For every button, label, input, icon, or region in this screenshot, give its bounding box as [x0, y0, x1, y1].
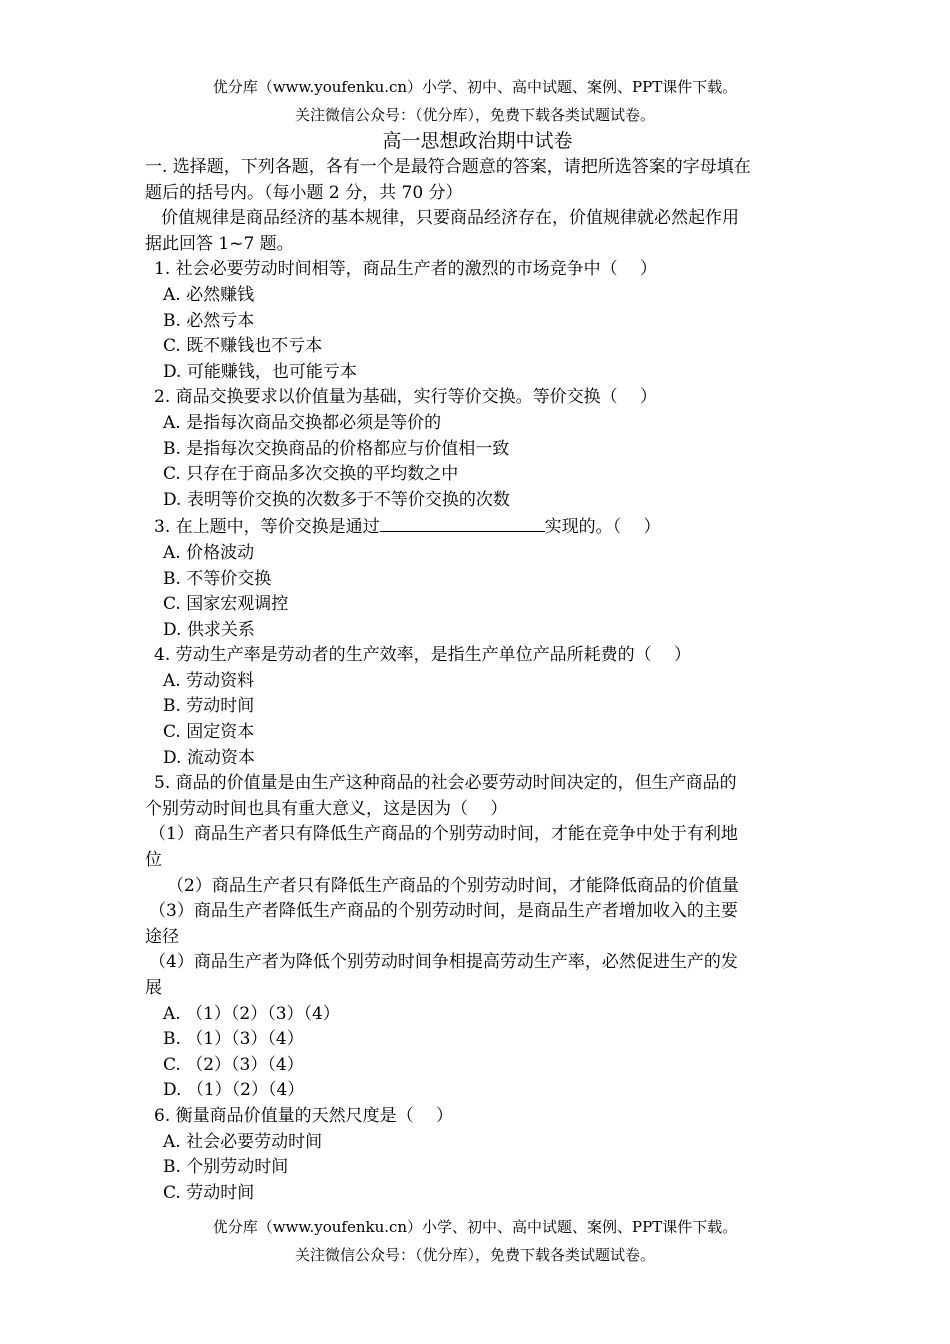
q2-option-c: C. 只存在于商品多次交换的平均数之中 — [163, 464, 459, 485]
q5-statement-1-line-1: （1）商品生产者只有降低生产商品的个别劳动时间，才能在竞争中处于有利地 — [149, 824, 738, 845]
q5-statement-4-line-1: （4）商品生产者为降低个别劳动时间争相提高劳动生产率，必然促进生产的发 — [149, 952, 738, 973]
q6-option-b: B. 个别劳动时间 — [163, 1157, 289, 1178]
question-3 — [145, 513, 810, 541]
q5-option-b: B. （1）（3）（4） — [163, 1029, 304, 1050]
q6-option-a: A. 社会必要劳动时间 — [163, 1131, 323, 1152]
q4-option-d: D. 流动资本 — [163, 747, 255, 768]
q5-statement-1-line-2: 位 — [145, 850, 162, 871]
q1-option-d: D. 可能赚钱，也可能亏本 — [163, 361, 357, 382]
q4-option-c: C. 固定资本 — [163, 722, 255, 743]
question-1: 1. 社会必要劳动时间相等，商品生产者的激烈的市场竞争中（ ） — [154, 259, 658, 280]
q5-statement-3-line-1: （3）商品生产者降低生产商品的个别劳动时间，是商品生产者增加收入的主要 — [149, 901, 738, 922]
question-6: 6. 衡量商品价值量的天然尺度是（ ） — [154, 1105, 454, 1126]
instruction-line-1: 一. 选择题，下列各题，各有一个是最符合题意的答案，请把所选答案的字母填在 — [145, 157, 751, 177]
q4-option-a: A. 劳动资料 — [163, 670, 255, 691]
q1-option-b: B. 必然亏本 — [163, 310, 255, 331]
footer-line-1: 优分库（www.youfenku.cn）小学、初中、高中试题、案例、PPT课件下载。 — [212, 1218, 738, 1236]
q5-statement-3-line-2: 途径 — [145, 926, 179, 947]
q6-option-c: C. 劳动时间 — [163, 1182, 255, 1203]
q2-option-d: D. 表明等价交换的次数多于不等价交换的次数 — [163, 489, 510, 510]
footer-line-2: 关注微信公众号：（优分库），免费下载各类试题试卷。 — [294, 1246, 655, 1264]
page-title: 高一思想政治期中试卷 — [382, 130, 573, 152]
q5-statement-2: （2）商品生产者只有降低生产商品的个别劳动时间，才能降低商品的价值量 — [167, 875, 739, 896]
q3-option-b: B. 不等价交换 — [163, 568, 272, 589]
q3-blank-line — [380, 513, 545, 532]
header-line-2: 关注微信公众号：（优分库），免费下载各类试题试卷。 — [294, 106, 655, 124]
exam-content — [145, 127, 810, 1206]
q4-option-b: B. 劳动时间 — [163, 696, 255, 717]
stem-line-2: 据此回答 1~7 题。 — [145, 233, 294, 254]
q3-option-c: C. 国家宏观调控 — [163, 594, 289, 615]
q3-text-after: 实现的。（ ） — [544, 517, 661, 538]
q3-option-d: D. 供求关系 — [163, 619, 255, 640]
q1-option-a: A. 必然赚钱 — [163, 284, 255, 305]
instruction-line-2: 题后的括号内。（每小题 2 分，共 70 分） — [145, 182, 463, 203]
q3-text-before: 3. 在上题中，等价交换是通过 — [154, 517, 380, 538]
stem-line-1: 价值规律是商品经济的基本规律，只要商品经济存在，价值规律就必然起作用 — [161, 208, 739, 229]
q5-statement-4-line-2: 展 — [145, 978, 162, 998]
q2-option-b: B. 是指每次交换商品的价格都应与价值相一致 — [163, 438, 510, 459]
q2-option-a: A. 是指每次商品交换都必须是等价的 — [163, 412, 442, 433]
q1-option-c: C. 既不赚钱也不亏本 — [163, 336, 323, 357]
q3-option-a: A. 价格波动 — [163, 542, 255, 563]
question-4: 4. 劳动生产率是劳动者的生产效率，是指生产单位产品所耗费的（ ） — [154, 645, 692, 666]
q5-option-d: D. （1）（2）（4） — [163, 1080, 305, 1101]
q5-option-c: C. （2）（3）（4） — [163, 1054, 304, 1075]
question-5-line-2: 个别劳动时间也具有重大意义，这是因为（ ） — [145, 798, 508, 819]
header-line-1: 优分库（www.youfenku.cn）小学、初中、高中试题、案例、PPT课件下载。 — [212, 78, 738, 96]
question-2: 2. 商品交换要求以价值量为基础，实行等价交换。等价交换（ ） — [154, 387, 658, 408]
q5-option-a: A. （1）（2）（3）（4） — [163, 1003, 340, 1024]
question-5-line-1: 5. 商品的价值量是由生产这种商品的社会必要劳动时间决定的，但生产商品的 — [154, 773, 737, 794]
